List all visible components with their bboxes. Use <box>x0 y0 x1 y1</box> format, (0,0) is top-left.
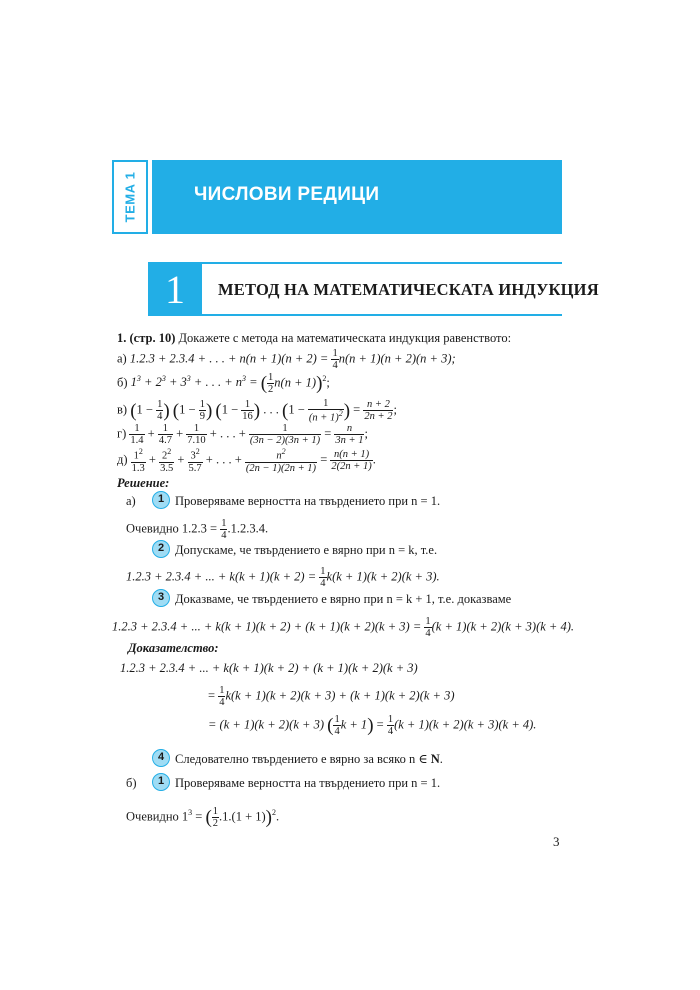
lesson-top-rule <box>202 262 562 264</box>
theme-tab <box>112 160 148 234</box>
page-number: 3 <box>553 834 560 849</box>
step4-text: Следователно твърдението е вярно за всяко n ∈ N. <box>175 752 443 766</box>
obvious-b: Очевидно $1^3$ = ( $\frac{1}{2}$ .1.(1 + 1))$^2$. <box>126 806 280 830</box>
step-badge-b1: 1 <box>152 773 170 791</box>
step1-text: Проверяваме верността на твърдението при n = 1. <box>175 494 441 508</box>
step-badge-3: 3 <box>152 589 170 607</box>
eq3: 1.2.3 + 2.3.4 + ... + k(k + 1)(k + 2) + (k + 1)(k + 2)(k + 3) = $\frac{1}{4}$ (k + 1)(k + 2)(k + 3)(k + 4). <box>112 616 574 640</box>
solution-heading: Решение: <box>117 476 170 490</box>
item-g: г) $\frac{1}{1.4}$ + $\frac{1}{4.7}$ + $\frac{1}{7.10}$ + . . . + $\frac{1}{(3n - 2)(3n + 1)}$ = $\frac{n}{3n + 1}$ ; <box>117 423 368 447</box>
lesson-bottom-rule <box>202 314 562 316</box>
b-step1-text: Проверяваме верността на твърдението при n = 1. <box>175 776 441 790</box>
eq2: 1.2.3 + 2.3.4 + ... + k(k + 1)(k + 2) = $\frac{1}{4}$ k(k + 1)(k + 2)(k + 3). <box>126 566 440 590</box>
theme-title: ЧИСЛОВИ РЕДИЦИ <box>194 184 380 205</box>
proof-line-2: = $\frac{1}{4}$ k(k + 1)(k + 2)(k + 3) + (k + 1)(k + 2)(k + 3) <box>208 685 455 709</box>
item-v: в) (1 − $\frac{1}{4}$ ) (1 − $\frac{1}{9}$ ) (1 − $\frac{1}{16}$ ) . . . (1 − $\frac{1}{(n + 1)^2}$ ) = $\frac{n + 2}{2n + 2}$ ; <box>117 398 397 424</box>
step-badge-2: 2 <box>152 540 170 558</box>
solution-a-label: а) <box>126 494 136 508</box>
item-d: д) $\frac{1^2}{1.3}$ + $\frac{2^2}{3.5}$ + $\frac{3^2}{5.7}$ + . . . + $\frac{n^2}{(2n - 1)(2n + 1)}$ = $\frac{n(n + 1)}{2(2n + 1)}$ . <box>117 447 376 474</box>
problem-statement: 1. (стр. 10) Докажете с метода на математическата индукция равенството: <box>117 331 512 345</box>
step-badge-4: 4 <box>152 749 170 767</box>
step2-text: Допускаме, че твърдението е вярно при n = k, т.е. <box>175 543 438 557</box>
proof-line-1: 1.2.3 + 2.3.4 + ... + k(k + 1)(k + 2) + (k + 1)(k + 2)(k + 3) <box>120 661 418 675</box>
proof-line-3: = (k + 1)(k + 2)(k + 3) ( $\frac{1}{4}$ k + 1) = $\frac{1}{4}$ (k + 1)(k + 2)(k + 3)(k + 4). <box>208 714 537 738</box>
theme-label: ТЕМА 1 <box>122 171 138 223</box>
lesson-number-box <box>148 262 202 316</box>
step3-text: Доказваме, че твърдението е вярно при n = k + 1, т.е. доказваме <box>175 592 512 606</box>
obvious-a: Очевидно 1.2.3 = $\frac{1}{4}$ .1.2.3.4. <box>126 518 269 542</box>
lesson-number: 1 <box>165 267 185 312</box>
proof-heading: Доказателство: <box>128 641 219 655</box>
solution-b-label: б) <box>126 776 137 790</box>
item-b: б) $1^3 + 2^3 + 3^3$ + . . . + $n^3$ = ( $\frac{1}{2}$ n(n + 1))$^2$; <box>117 372 330 396</box>
step-badge-1: 1 <box>152 491 170 509</box>
theme-bar <box>152 160 562 234</box>
lesson-title: МЕТОД НА МАТЕМАТИЧЕСКАТА ИНДУКЦИЯ <box>218 280 599 299</box>
item-a: а) 1.2.3 + 2.3.4 + . . . + n(n + 1)(n + 2) = $\frac{1}{4}$ n(n + 1)(n + 2)(n + 3); <box>117 348 456 372</box>
